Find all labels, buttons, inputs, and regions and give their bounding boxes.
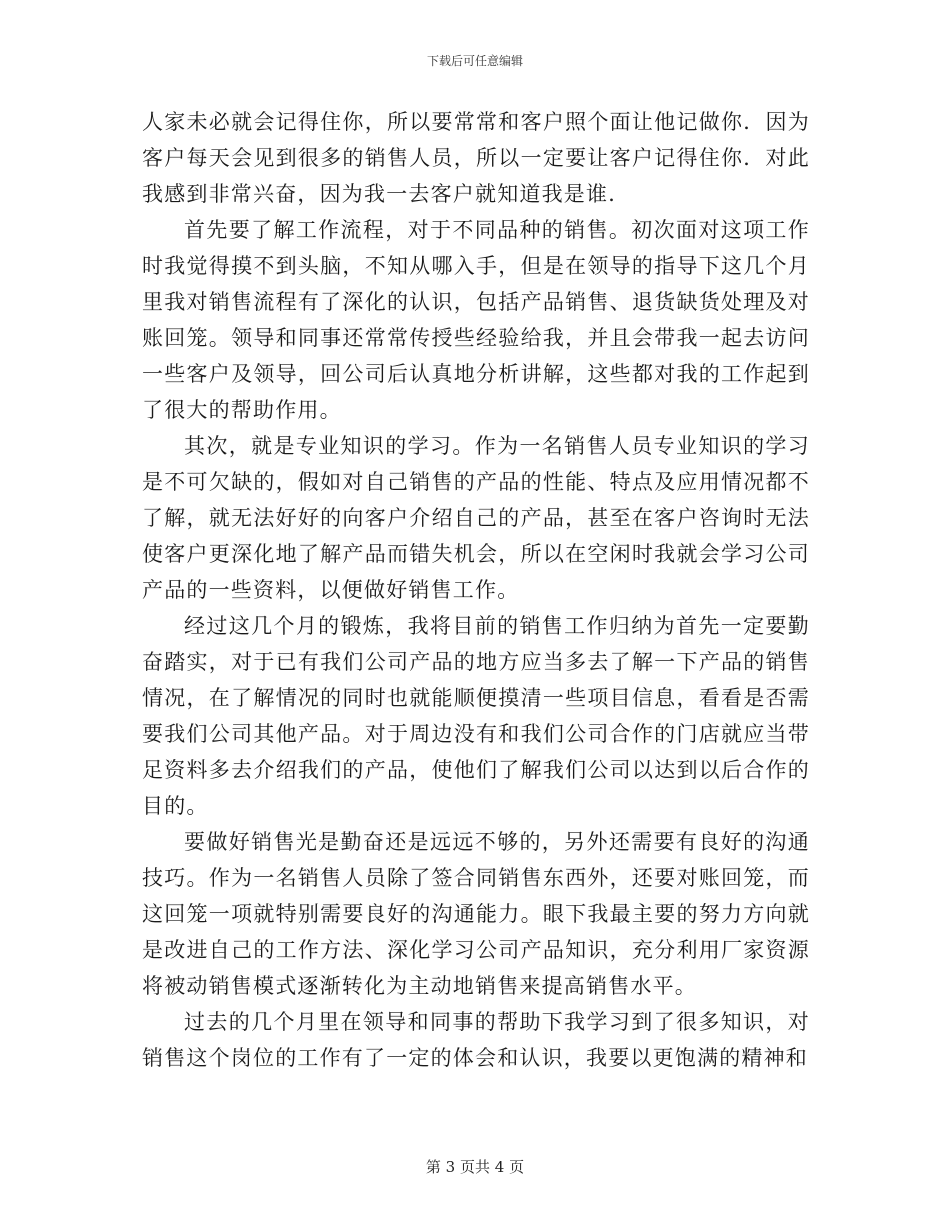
paragraph-5: 要做好销售光是勤奋还是远远不够的，另外还需要有良好的沟通技巧。作为一名销售人员除了签合同销售东西外，还要对账回笼，而这回笼一项就特别需要良好的沟通能力。眼下我最主要的努力方向就是改进自己的工作方法、深化学习公司产品知识，充分利用厂家资源将被动销售模式逐渐转化为主动地销售来提高销售水平。 [142, 830, 810, 998]
page-number-footer: 第 3 页共 4 页 [425, 1158, 525, 1176]
page-header: 下载后可任意编辑 [426, 54, 523, 68]
paragraph-6: 过去的几个月里在领导和同事的帮助下我学习到了很多知识，对销售这个岗位的工作有了一定的体会和认识，我要以更饱满的精神和 [142, 1010, 810, 1070]
paragraph-2: 首先要了解工作流程，对于不同品种的销售。初次面对这项工作时我觉得摸不到头脑，不知从哪入手，但是在领导的指导下这几个月里我对销售流程有了深化的认识，包括产品销售、退货缺货处理及对账回笼。领导和同事还常常传授些经验给我，并且会带我一起去访问一些客户及领导，回公司后认真地分析讲解，这些都对我的工作起到了很大的帮助作用。 [142, 218, 810, 422]
paragraph-4: 经过这几个月的锻炼，我将目前的销售工作归纳为首先一定要勤奋踏实，对于已有我们公司产品的地方应当多去了解一下产品的销售情况，在了解情况的同时也就能顺便摸清一些项目信息，看看是否需要我们公司其他产品。对于周边没有和我们公司合作的门店就应当带足资料多去介绍我们的产品，使他们了解我们公司以达到以后合作的目的。 [142, 614, 810, 818]
paragraph-3: 其次，就是专业知识的学习。作为一名销售人员专业知识的学习是不可欠缺的，假如对自己销售的产品的性能、特点及应用情况都不了解，就无法好好的向客户介绍自己的产品，甚至在客户咨询时无法使客户更深化地了解产品而错失机会，所以在空闲时我就会学习公司产品的一些资料，以便做好销售工作。 [142, 434, 810, 602]
paragraph-1: 人家未必就会记得住你，所以要常常和客户照个面让他记做你．因为客户每天会见到很多的销售人员，所以一定要让客户记得住你．对此我感到非常兴奋，因为我一去客户就知道我是谁． [142, 110, 810, 206]
document-body [142, 104, 810, 1076]
